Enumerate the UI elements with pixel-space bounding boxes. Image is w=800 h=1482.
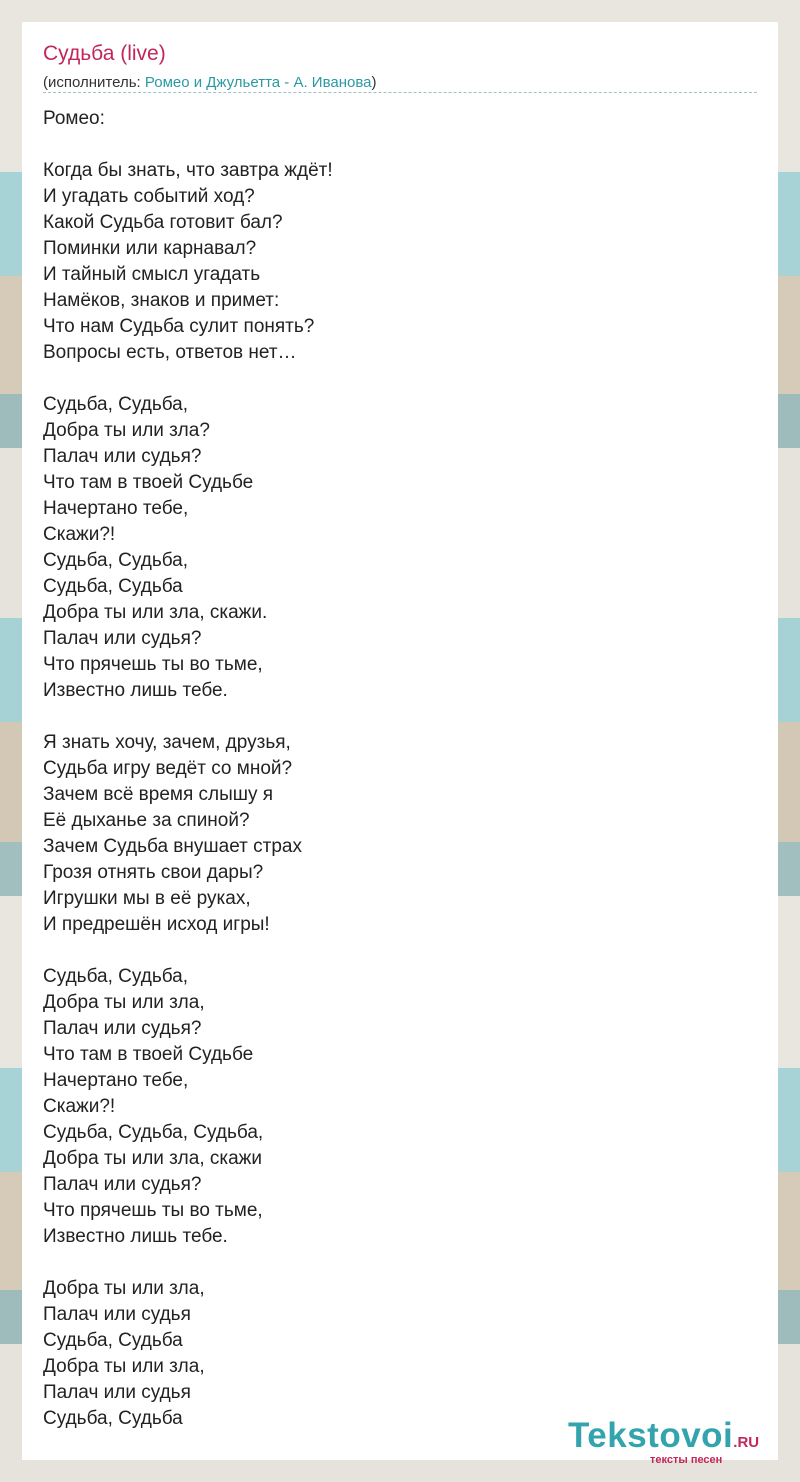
lyrics-card [22,22,778,1466]
site-logo[interactable] [568,1416,760,1466]
logo-tagline: тексты песен [650,1454,723,1466]
artist-line [43,74,377,91]
lyrics-text: Ромео: Когда бы знать, что завтра ждёт! И угадать событий ход? Какой Судьба готовит бал? Поминки или карнавал? И тайный смысл угадать Намёков, знаков и примет: Что нам Судьба сулит понять? Вопросы есть, ответов нет… Судьба, Судьба, Добра ты или зла? Палач или судья? Что там в твоей Судьбе Начертано тебе, Скажи?! Судьба, Судьба, Судьба, Судьба Добра ты или зла, скажи. Палач или судья? Что прячешь ты во тьме, Известно лишь тебе. Я знать хочу, зачем, друзья, Судьба игру ведёт со мной? Зачем всё время слышу я Её дыханье за спиной? Зачем Судьба внушает страх Грозя отнять свои дары? Игрушки мы в её руках, И предрешён исход игры! Судьба, Судьба, Добра ты или зла, Палач или судья? Что там в твоей Судьбе Начертано тебе, Скажи?! Судьба, Судьба, Судьба, Добра ты или зла, скажи Палач или судья? Что прячешь ты во тьме, Известно лишь тебе. Добра ты или зла, Палач или судья Судьба, Судьба Добра ты или зла, Палач или судья Судьба, Судьба [43,108,333,1429]
song-title: Судьба (live) [43,42,166,65]
artist-prefix: (исполнитель: [43,74,145,91]
artist-suffix: ) [371,74,377,91]
divider [43,92,757,93]
artist-link[interactable]: Ромео и Джульетта - А. Иванова [144,74,372,91]
logo-tld: .RU [733,1434,760,1451]
logo-text: Tekstovoi [568,1416,734,1455]
